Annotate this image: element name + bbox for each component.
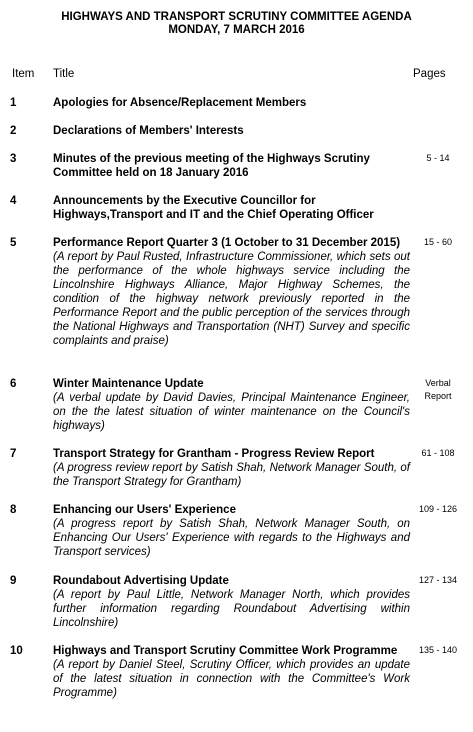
item-description: (A report by Paul Rusted, Infrastructure Commissioner, which sets out the performance of the whole highways service including the Lincolnshire Highways Alliance, Major Highway Schemes, the condition of the highway network previously reported in the Performance Report and the public perception of the services through the National Highways and Transportation (NHT) Survey and specific complaints and praise) — [53, 251, 410, 347]
item-pages: Verbal Report — [424, 378, 452, 401]
agenda-date: MONDAY, 7 MARCH 2016 — [168, 24, 305, 36]
item-title: Performance Report Quarter 3 (1 October to 31 December 2015) — [53, 237, 401, 249]
item-title: Apologies for Absence/Replacement Members — [53, 97, 307, 109]
item-description: (A progress review report by Satish Shah, Network Manager South, of the Transport Strategy for Grantham) — [53, 462, 410, 488]
item-title: Winter Maintenance Update — [53, 378, 204, 390]
item-title: Highways and Transport Scrutiny Committee Work Programme — [53, 645, 398, 657]
item-pages: 61 - 108 — [421, 448, 455, 458]
item-title: Transport Strategy for Grantham - Progress Review Report — [53, 448, 375, 460]
item-number: 7 — [10, 448, 17, 460]
item-title: Enhancing our Users' Experience — [53, 504, 236, 516]
item-description: (A progress report by Satish Shah, Network Manager South, on Enhancing Our Users' Experience with regards to the Highways and Transport services) — [53, 518, 410, 558]
column-header-pages: Pages — [413, 68, 446, 80]
item-number: 3 — [10, 153, 17, 165]
column-header-title: Title — [53, 68, 75, 80]
item-pages: 127 - 134 — [418, 575, 458, 585]
item-number: 8 — [10, 504, 17, 516]
item-pages: 5 - 14 — [426, 153, 450, 163]
item-number: 9 — [10, 575, 17, 587]
agenda-title-line1: HIGHWAYS AND TRANSPORT SCRUTINY COMMITTEE AGENDA — [61, 11, 412, 23]
item-title: Roundabout Advertising Update — [53, 575, 229, 587]
item-title: Announcements by the Executive Councillor for Highways,Transport and IT and the Chief Operating Officer — [53, 195, 374, 221]
item-number: 2 — [10, 125, 17, 137]
agenda-title — [0, 11, 473, 37]
item-title: Minutes of the previous meeting of the Highways Scrutiny Committee held on 18 January 2016 — [53, 153, 370, 179]
item-title: Declarations of Members' Interests — [53, 125, 244, 137]
item-pages: 135 - 140 — [418, 645, 458, 655]
item-number: 1 — [10, 97, 17, 109]
item-description: (A report by Paul Little, Network Manager North, which provides further information regarding Roundabout Advertising within Lincolnshire) — [53, 589, 410, 629]
item-number: 5 — [10, 237, 17, 249]
item-pages: 15 - 60 — [423, 237, 453, 247]
item-description: (A report by Daniel Steel, Scrutiny Officer, which provides an update of the latest situation in connection with the Committee's Work Programme) — [53, 659, 410, 699]
item-description: (A verbal update by David Davies, Principal Maintenance Engineer, on the the latest situation of winter maintenance on the Council's highways) — [53, 392, 410, 432]
item-number: 10 — [10, 645, 23, 657]
item-number: 4 — [10, 195, 17, 207]
item-number: 6 — [10, 378, 17, 390]
item-pages: 109 - 126 — [418, 504, 458, 514]
column-header-item: Item — [12, 68, 35, 80]
